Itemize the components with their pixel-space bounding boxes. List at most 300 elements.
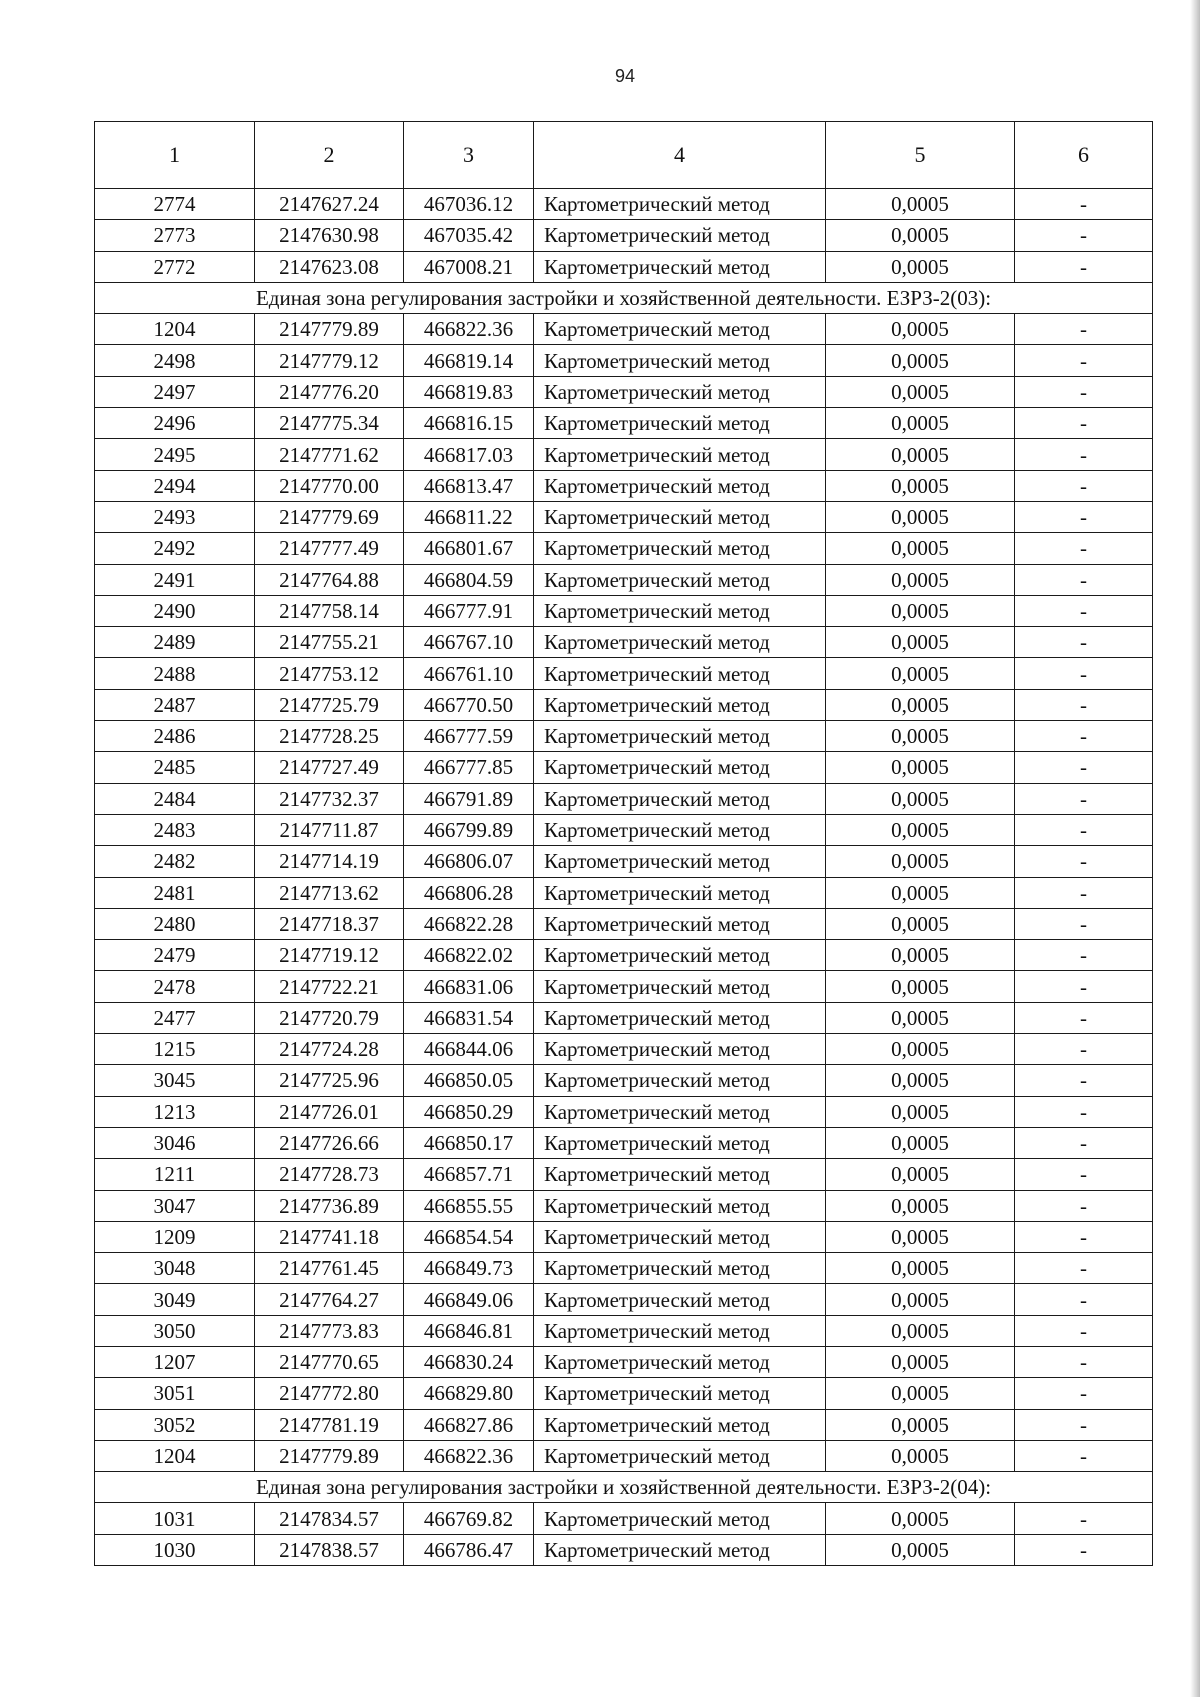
point-number-cell: 2492 <box>95 533 255 564</box>
note-cell: - <box>1015 345 1153 376</box>
method-cell: Картометрический метод <box>534 533 826 564</box>
accuracy-cell: 0,0005 <box>826 1253 1015 1284</box>
coordinates-table <box>94 121 1153 1566</box>
accuracy-cell: 0,0005 <box>826 1065 1015 1096</box>
point-number-cell: 2773 <box>95 220 255 251</box>
note-cell: - <box>1015 1409 1153 1440</box>
section-title: Единая зона регулирования застройки и хозяйственной деятельности. ЕЗРЗ-2(03): <box>95 282 1153 313</box>
y-coordinate-cell: 466822.02 <box>404 940 534 971</box>
method-cell: Картометрический метод <box>534 1503 826 1534</box>
note-cell: - <box>1015 627 1153 658</box>
point-number-cell: 2478 <box>95 971 255 1002</box>
method-cell: Картометрический метод <box>534 1440 826 1471</box>
method-cell: Картометрический метод <box>534 1378 826 1409</box>
method-cell: Картометрический метод <box>534 595 826 626</box>
y-coordinate-cell: 466850.05 <box>404 1065 534 1096</box>
note-cell: - <box>1015 783 1153 814</box>
note-cell: - <box>1015 1440 1153 1471</box>
point-number-cell: 2479 <box>95 940 255 971</box>
y-coordinate-cell: 466819.83 <box>404 376 534 407</box>
y-coordinate-cell: 466769.82 <box>404 1503 534 1534</box>
point-number-cell: 2477 <box>95 1002 255 1033</box>
y-coordinate-cell: 466813.47 <box>404 470 534 501</box>
x-coordinate-cell: 2147770.65 <box>255 1346 404 1377</box>
x-coordinate-cell: 2147728.25 <box>255 721 404 752</box>
y-coordinate-cell: 466819.14 <box>404 345 534 376</box>
note-cell: - <box>1015 408 1153 439</box>
x-coordinate-cell: 2147741.18 <box>255 1221 404 1252</box>
y-coordinate-cell: 466761.10 <box>404 658 534 689</box>
point-number-cell: 2490 <box>95 595 255 626</box>
table-row <box>95 189 1153 220</box>
x-coordinate-cell: 2147779.89 <box>255 1440 404 1471</box>
point-number-cell: 1209 <box>95 1221 255 1252</box>
x-coordinate-cell: 2147718.37 <box>255 908 404 939</box>
method-cell: Картометрический метод <box>534 439 826 470</box>
x-coordinate-cell: 2147726.01 <box>255 1096 404 1127</box>
note-cell: - <box>1015 814 1153 845</box>
method-cell: Картометрический метод <box>534 1034 826 1065</box>
y-coordinate-cell: 466777.91 <box>404 595 534 626</box>
note-cell: - <box>1015 971 1153 1002</box>
note-cell: - <box>1015 846 1153 877</box>
method-cell: Картометрический метод <box>534 721 826 752</box>
accuracy-cell: 0,0005 <box>826 1127 1015 1158</box>
accuracy-cell: 0,0005 <box>826 908 1015 939</box>
x-coordinate-cell: 2147736.89 <box>255 1190 404 1221</box>
section-title: Единая зона регулирования застройки и хозяйственной деятельности. ЕЗРЗ-2(04): <box>95 1472 1153 1503</box>
x-coordinate-cell: 2147758.14 <box>255 595 404 626</box>
point-number-cell: 2486 <box>95 721 255 752</box>
note-cell: - <box>1015 752 1153 783</box>
point-number-cell: 2481 <box>95 877 255 908</box>
note-cell: - <box>1015 1378 1153 1409</box>
x-coordinate-cell: 2147781.19 <box>255 1409 404 1440</box>
y-coordinate-cell: 466849.06 <box>404 1284 534 1315</box>
accuracy-cell: 0,0005 <box>826 627 1015 658</box>
method-cell: Картометрический метод <box>534 814 826 845</box>
point-number-cell: 3050 <box>95 1315 255 1346</box>
y-coordinate-cell: 467036.12 <box>404 189 534 220</box>
method-cell: Картометрический метод <box>534 1284 826 1315</box>
method-cell: Картометрический метод <box>534 408 826 439</box>
note-cell: - <box>1015 1346 1153 1377</box>
x-coordinate-cell: 2147773.83 <box>255 1315 404 1346</box>
point-number-cell: 2495 <box>95 439 255 470</box>
y-coordinate-cell: 467008.21 <box>404 251 534 282</box>
x-coordinate-cell: 2147713.62 <box>255 877 404 908</box>
table-row <box>95 564 1153 595</box>
y-coordinate-cell: 466767.10 <box>404 627 534 658</box>
point-number-cell: 2480 <box>95 908 255 939</box>
section-row <box>95 282 1153 313</box>
accuracy-cell: 0,0005 <box>826 1346 1015 1377</box>
point-number-cell: 1207 <box>95 1346 255 1377</box>
accuracy-cell: 0,0005 <box>826 1002 1015 1033</box>
method-cell: Картометрический метод <box>534 564 826 595</box>
y-coordinate-cell: 466804.59 <box>404 564 534 595</box>
y-coordinate-cell: 466801.67 <box>404 533 534 564</box>
note-cell: - <box>1015 595 1153 626</box>
table-row <box>95 1346 1153 1377</box>
table-row <box>95 814 1153 845</box>
x-coordinate-cell: 2147720.79 <box>255 1002 404 1033</box>
y-coordinate-cell: 466854.54 <box>404 1221 534 1252</box>
y-coordinate-cell: 466850.29 <box>404 1096 534 1127</box>
note-cell: - <box>1015 376 1153 407</box>
table-header <box>95 122 1153 189</box>
x-coordinate-cell: 2147772.80 <box>255 1378 404 1409</box>
method-cell: Картометрический метод <box>534 1002 826 1033</box>
accuracy-cell: 0,0005 <box>826 721 1015 752</box>
accuracy-cell: 0,0005 <box>826 689 1015 720</box>
point-number-cell: 2487 <box>95 689 255 720</box>
method-cell: Картометрический метод <box>534 783 826 814</box>
y-coordinate-cell: 466816.15 <box>404 408 534 439</box>
y-coordinate-cell: 466806.28 <box>404 877 534 908</box>
note-cell: - <box>1015 251 1153 282</box>
point-number-cell: 2493 <box>95 501 255 532</box>
table-row <box>95 658 1153 689</box>
y-coordinate-cell: 467035.42 <box>404 220 534 251</box>
table-row <box>95 470 1153 501</box>
x-coordinate-cell: 2147779.12 <box>255 345 404 376</box>
x-coordinate-cell: 2147719.12 <box>255 940 404 971</box>
y-coordinate-cell: 466786.47 <box>404 1534 534 1565</box>
point-number-cell: 3051 <box>95 1378 255 1409</box>
method-cell: Картометрический метод <box>534 1253 826 1284</box>
method-cell: Картометрический метод <box>534 908 826 939</box>
accuracy-cell: 0,0005 <box>826 345 1015 376</box>
x-coordinate-cell: 2147770.00 <box>255 470 404 501</box>
x-coordinate-cell: 2147753.12 <box>255 658 404 689</box>
note-cell: - <box>1015 877 1153 908</box>
point-number-cell: 1030 <box>95 1534 255 1565</box>
accuracy-cell: 0,0005 <box>826 1315 1015 1346</box>
x-coordinate-cell: 2147779.69 <box>255 501 404 532</box>
table-row <box>95 1065 1153 1096</box>
note-cell: - <box>1015 1127 1153 1158</box>
table-row <box>95 376 1153 407</box>
table-row <box>95 1096 1153 1127</box>
table-row <box>95 721 1153 752</box>
x-coordinate-cell: 2147779.89 <box>255 314 404 345</box>
column-header-3: 3 <box>404 122 534 189</box>
point-number-cell: 3048 <box>95 1253 255 1284</box>
method-cell: Картометрический метод <box>534 752 826 783</box>
accuracy-cell: 0,0005 <box>826 783 1015 814</box>
x-coordinate-cell: 2147764.88 <box>255 564 404 595</box>
y-coordinate-cell: 466799.89 <box>404 814 534 845</box>
x-coordinate-cell: 2147776.20 <box>255 376 404 407</box>
point-number-cell: 2485 <box>95 752 255 783</box>
x-coordinate-cell: 2147732.37 <box>255 783 404 814</box>
point-number-cell: 2496 <box>95 408 255 439</box>
note-cell: - <box>1015 721 1153 752</box>
table-row <box>95 1159 1153 1190</box>
point-number-cell: 2489 <box>95 627 255 658</box>
table-row <box>95 1534 1153 1565</box>
table-row <box>95 752 1153 783</box>
table-row <box>95 1034 1153 1065</box>
table-row <box>95 408 1153 439</box>
y-coordinate-cell: 466846.81 <box>404 1315 534 1346</box>
x-coordinate-cell: 2147714.19 <box>255 846 404 877</box>
note-cell: - <box>1015 1534 1153 1565</box>
method-cell: Картометрический метод <box>534 1346 826 1377</box>
table-row <box>95 1409 1153 1440</box>
x-coordinate-cell: 2147724.28 <box>255 1034 404 1065</box>
y-coordinate-cell: 466811.22 <box>404 501 534 532</box>
x-coordinate-cell: 2147761.45 <box>255 1253 404 1284</box>
table-row <box>95 846 1153 877</box>
table-row <box>95 783 1153 814</box>
accuracy-cell: 0,0005 <box>826 846 1015 877</box>
point-number-cell: 2482 <box>95 846 255 877</box>
point-number-cell: 1215 <box>95 1034 255 1065</box>
note-cell: - <box>1015 220 1153 251</box>
x-coordinate-cell: 2147627.24 <box>255 189 404 220</box>
accuracy-cell: 0,0005 <box>826 1034 1015 1065</box>
note-cell: - <box>1015 314 1153 345</box>
method-cell: Картометрический метод <box>534 1159 826 1190</box>
point-number-cell: 2774 <box>95 189 255 220</box>
accuracy-cell: 0,0005 <box>826 470 1015 501</box>
point-number-cell: 1031 <box>95 1503 255 1534</box>
point-number-cell: 3049 <box>95 1284 255 1315</box>
y-coordinate-cell: 466822.28 <box>404 908 534 939</box>
point-number-cell: 1211 <box>95 1159 255 1190</box>
point-number-cell: 2484 <box>95 783 255 814</box>
y-coordinate-cell: 466827.86 <box>404 1409 534 1440</box>
accuracy-cell: 0,0005 <box>826 940 1015 971</box>
table-body <box>95 189 1153 1566</box>
y-coordinate-cell: 466777.85 <box>404 752 534 783</box>
note-cell: - <box>1015 501 1153 532</box>
note-cell: - <box>1015 189 1153 220</box>
accuracy-cell: 0,0005 <box>826 595 1015 626</box>
accuracy-cell: 0,0005 <box>826 1378 1015 1409</box>
x-coordinate-cell: 2147755.21 <box>255 627 404 658</box>
column-header-4: 4 <box>534 122 826 189</box>
accuracy-cell: 0,0005 <box>826 533 1015 564</box>
method-cell: Картометрический метод <box>534 251 826 282</box>
note-cell: - <box>1015 1096 1153 1127</box>
table-row <box>95 689 1153 720</box>
x-coordinate-cell: 2147775.34 <box>255 408 404 439</box>
accuracy-cell: 0,0005 <box>826 814 1015 845</box>
y-coordinate-cell: 466844.06 <box>404 1034 534 1065</box>
point-number-cell: 3046 <box>95 1127 255 1158</box>
note-cell: - <box>1015 1002 1153 1033</box>
note-cell: - <box>1015 940 1153 971</box>
note-cell: - <box>1015 439 1153 470</box>
point-number-cell: 1213 <box>95 1096 255 1127</box>
point-number-cell: 2494 <box>95 470 255 501</box>
table-row <box>95 314 1153 345</box>
accuracy-cell: 0,0005 <box>826 1503 1015 1534</box>
note-cell: - <box>1015 533 1153 564</box>
accuracy-cell: 0,0005 <box>826 1409 1015 1440</box>
point-number-cell: 2497 <box>95 376 255 407</box>
note-cell: - <box>1015 1503 1153 1534</box>
note-cell: - <box>1015 689 1153 720</box>
note-cell: - <box>1015 1221 1153 1252</box>
y-coordinate-cell: 466770.50 <box>404 689 534 720</box>
accuracy-cell: 0,0005 <box>826 877 1015 908</box>
table-row <box>95 627 1153 658</box>
accuracy-cell: 0,0005 <box>826 1534 1015 1565</box>
x-coordinate-cell: 2147777.49 <box>255 533 404 564</box>
accuracy-cell: 0,0005 <box>826 220 1015 251</box>
table-row <box>95 1284 1153 1315</box>
table-row <box>95 1503 1153 1534</box>
point-number-cell: 1204 <box>95 314 255 345</box>
section-row <box>95 1472 1153 1503</box>
accuracy-cell: 0,0005 <box>826 752 1015 783</box>
method-cell: Картометрический метод <box>534 1096 826 1127</box>
table-row <box>95 595 1153 626</box>
table-row <box>95 345 1153 376</box>
x-coordinate-cell: 2147722.21 <box>255 971 404 1002</box>
y-coordinate-cell: 466830.24 <box>404 1346 534 1377</box>
note-cell: - <box>1015 908 1153 939</box>
accuracy-cell: 0,0005 <box>826 376 1015 407</box>
table-row <box>95 533 1153 564</box>
x-coordinate-cell: 2147711.87 <box>255 814 404 845</box>
x-coordinate-cell: 2147726.66 <box>255 1127 404 1158</box>
accuracy-cell: 0,0005 <box>826 314 1015 345</box>
method-cell: Картометрический метод <box>534 1409 826 1440</box>
y-coordinate-cell: 466777.59 <box>404 721 534 752</box>
y-coordinate-cell: 466857.71 <box>404 1159 534 1190</box>
accuracy-cell: 0,0005 <box>826 189 1015 220</box>
y-coordinate-cell: 466817.03 <box>404 439 534 470</box>
x-coordinate-cell: 2147630.98 <box>255 220 404 251</box>
point-number-cell: 3047 <box>95 1190 255 1221</box>
accuracy-cell: 0,0005 <box>826 408 1015 439</box>
note-cell: - <box>1015 1159 1153 1190</box>
note-cell: - <box>1015 1315 1153 1346</box>
note-cell: - <box>1015 658 1153 689</box>
accuracy-cell: 0,0005 <box>826 1096 1015 1127</box>
table-row <box>95 940 1153 971</box>
y-coordinate-cell: 466850.17 <box>404 1127 534 1158</box>
method-cell: Картометрический метод <box>534 220 826 251</box>
table-row <box>95 1253 1153 1284</box>
x-coordinate-cell: 2147764.27 <box>255 1284 404 1315</box>
accuracy-cell: 0,0005 <box>826 658 1015 689</box>
table-row <box>95 439 1153 470</box>
point-number-cell: 3045 <box>95 1065 255 1096</box>
method-cell: Картометрический метод <box>534 1534 826 1565</box>
y-coordinate-cell: 466822.36 <box>404 1440 534 1471</box>
point-number-cell: 2488 <box>95 658 255 689</box>
method-cell: Картометрический метод <box>534 627 826 658</box>
method-cell: Картометрический метод <box>534 940 826 971</box>
method-cell: Картометрический метод <box>534 877 826 908</box>
method-cell: Картометрический метод <box>534 189 826 220</box>
y-coordinate-cell: 466829.80 <box>404 1378 534 1409</box>
accuracy-cell: 0,0005 <box>826 251 1015 282</box>
method-cell: Картометрический метод <box>534 470 826 501</box>
point-number-cell: 2772 <box>95 251 255 282</box>
note-cell: - <box>1015 1190 1153 1221</box>
accuracy-cell: 0,0005 <box>826 971 1015 1002</box>
accuracy-cell: 0,0005 <box>826 564 1015 595</box>
y-coordinate-cell: 466831.54 <box>404 1002 534 1033</box>
y-coordinate-cell: 466855.55 <box>404 1190 534 1221</box>
x-coordinate-cell: 2147725.96 <box>255 1065 404 1096</box>
note-cell: - <box>1015 1253 1153 1284</box>
note-cell: - <box>1015 1284 1153 1315</box>
table-row <box>95 877 1153 908</box>
method-cell: Картометрический метод <box>534 689 826 720</box>
method-cell: Картометрический метод <box>534 376 826 407</box>
method-cell: Картометрический метод <box>534 846 826 877</box>
table-row <box>95 1002 1153 1033</box>
note-cell: - <box>1015 470 1153 501</box>
column-header-2: 2 <box>255 122 404 189</box>
note-cell: - <box>1015 1034 1153 1065</box>
method-cell: Картометрический метод <box>534 971 826 1002</box>
point-number-cell: 3052 <box>95 1409 255 1440</box>
table-row <box>95 501 1153 532</box>
y-coordinate-cell: 466806.07 <box>404 846 534 877</box>
x-coordinate-cell: 2147623.08 <box>255 251 404 282</box>
note-cell: - <box>1015 1065 1153 1096</box>
point-number-cell: 2483 <box>95 814 255 845</box>
method-cell: Картометрический метод <box>534 1221 826 1252</box>
note-cell: - <box>1015 564 1153 595</box>
method-cell: Картометрический метод <box>534 1127 826 1158</box>
method-cell: Картометрический метод <box>534 345 826 376</box>
y-coordinate-cell: 466831.06 <box>404 971 534 1002</box>
table-row <box>95 1221 1153 1252</box>
x-coordinate-cell: 2147834.57 <box>255 1503 404 1534</box>
accuracy-cell: 0,0005 <box>826 1284 1015 1315</box>
method-cell: Картометрический метод <box>534 314 826 345</box>
page-number: 94 <box>614 66 636 86</box>
point-number-cell: 2491 <box>95 564 255 595</box>
y-coordinate-cell: 466822.36 <box>404 314 534 345</box>
accuracy-cell: 0,0005 <box>826 1440 1015 1471</box>
table-row <box>95 1127 1153 1158</box>
y-coordinate-cell: 466791.89 <box>404 783 534 814</box>
x-coordinate-cell: 2147838.57 <box>255 1534 404 1565</box>
table-row <box>95 1440 1153 1471</box>
x-coordinate-cell: 2147771.62 <box>255 439 404 470</box>
accuracy-cell: 0,0005 <box>826 1190 1015 1221</box>
table-row <box>95 1378 1153 1409</box>
table-row <box>95 971 1153 1002</box>
method-cell: Картометрический метод <box>534 1065 826 1096</box>
point-number-cell: 1204 <box>95 1440 255 1471</box>
method-cell: Картометрический метод <box>534 1315 826 1346</box>
table-row <box>95 1315 1153 1346</box>
method-cell: Картометрический метод <box>534 658 826 689</box>
accuracy-cell: 0,0005 <box>826 1159 1015 1190</box>
x-coordinate-cell: 2147725.79 <box>255 689 404 720</box>
table-row <box>95 1190 1153 1221</box>
column-header-1: 1 <box>95 122 255 189</box>
x-coordinate-cell: 2147728.73 <box>255 1159 404 1190</box>
method-cell: Картометрический метод <box>534 501 826 532</box>
point-number-cell: 2498 <box>95 345 255 376</box>
method-cell: Картометрический метод <box>534 1190 826 1221</box>
table-row <box>95 251 1153 282</box>
accuracy-cell: 0,0005 <box>826 439 1015 470</box>
